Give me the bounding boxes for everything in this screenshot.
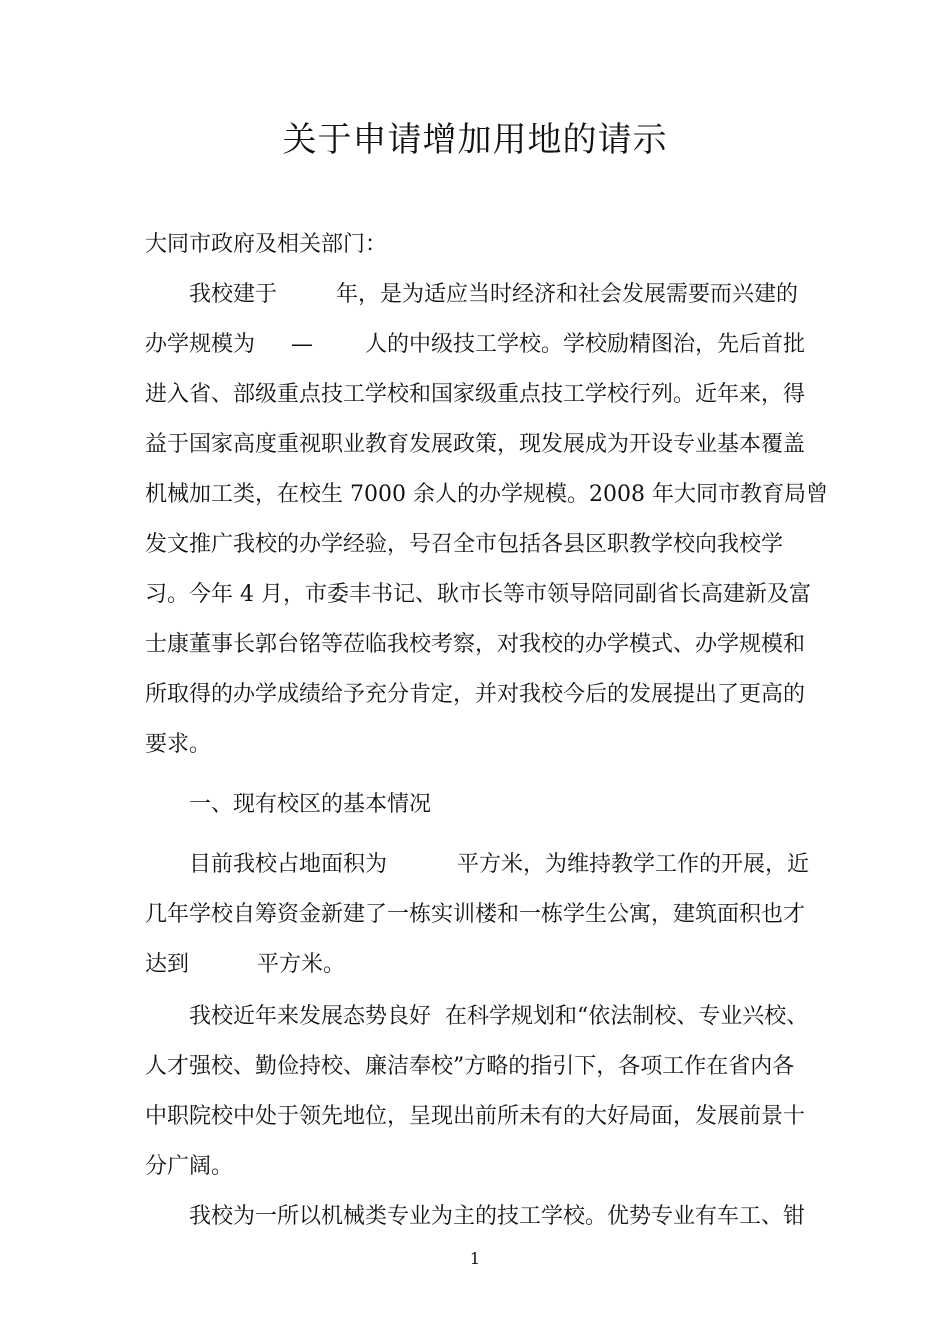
paragraph-1-line-5: 机械加工类，在校生 7000 余人的办学规模。2008 年大同市教育局曾 [145, 482, 828, 507]
document-title: 关于申请增加用地的请示 [282, 120, 668, 160]
founding-year-prefix: 我校建于 [189, 282, 278, 307]
land-area-prefix: 目前我校占地面积为 [189, 852, 388, 877]
paragraph-3-line-1: 我校近年来发展态势良好 在科学规划和“依法制校、专业兴校、 [189, 1004, 809, 1029]
scale-dash: — [291, 332, 314, 357]
paragraph-1-line-8: 士康董事长郭台铭等莅临我校考察，对我校的办学模式、办学规模和 [145, 632, 806, 657]
paragraph-3-line-4: 分广阔。 [145, 1154, 234, 1179]
section-1-heading: 一、现有校区的基本情况 [189, 792, 432, 817]
page-number: 1 [469, 1249, 481, 1268]
paragraph-2-line-3 [145, 950, 810, 980]
paragraph-1-line-10: 要求。 [145, 732, 212, 757]
paragraph-1-line-3: 进入省、部级重点技工学校和国家级重点技工学校行列。近年来，得 [145, 382, 806, 407]
paragraph-1-line-4: 益于国家高度重视职业教育发展政策，现发展成为开设专业基本覆盖 [145, 432, 806, 457]
paragraph-1-line-9: 所取得的办学成绩给予充分肯定，并对我校今后的发展提出了更高的 [145, 682, 806, 707]
paragraph-1-line-1 [145, 280, 854, 310]
founding-year-suffix: 年，是为适应当时经济和社会发展需要而兴建的 [336, 282, 799, 307]
paragraph-4-line-1: 我校为一所以机械类专业为主的技工学校。优势专业有车工、钳 [189, 1204, 806, 1229]
building-area-suffix: 平方米。 [257, 952, 346, 977]
paragraph-1-line-7: 习。今年 4 月，市委丰书记、耿市长等市领导陪同副省长高建新及富 [145, 582, 811, 607]
paragraph-1-line-2 [145, 330, 810, 360]
paragraph-2-line-2: 几年学校自筹资金新建了一栋实训楼和一栋学生公寓，建筑面积也才 [145, 902, 806, 927]
land-area-suffix: 平方米，为维持教学工作的开展，近 [457, 852, 810, 877]
scale-suffix: 人的中级技工学校。学校励精图治，先后首批 [365, 332, 806, 357]
building-area-prefix: 达到 [145, 952, 190, 977]
paragraph-3-line-3: 中职院校中处于领先地位，呈现出前所未有的大好局面，发展前景十 [145, 1104, 806, 1129]
paragraph-1-line-6: 发文推广我校的办学经验，号召全市包括各县区职教学校向我校学 [145, 532, 784, 557]
scale-prefix: 办学规模为 [145, 332, 256, 357]
paragraph-2-line-1 [145, 850, 854, 880]
salutation: 大同市政府及相关部门： [145, 232, 388, 257]
paragraph-3-line-2: 人才强校、勤俭持校、廉洁奉校”方略的指引下，各项工作在省内各 [145, 1054, 795, 1079]
